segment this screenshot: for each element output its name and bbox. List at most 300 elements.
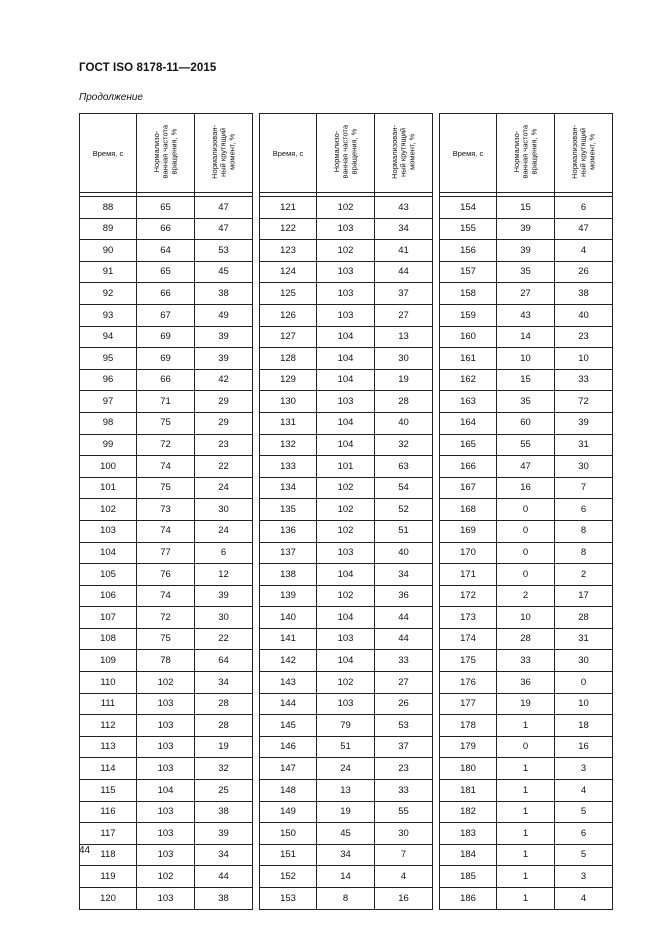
column-header-time xyxy=(440,114,497,193)
time-cell: 167 xyxy=(440,477,497,499)
torque-cell: 43 xyxy=(375,197,433,219)
table-row xyxy=(440,283,613,305)
torque-cell: 25 xyxy=(195,780,253,802)
time-cell: 142 xyxy=(260,650,317,672)
speed-cell: 24 xyxy=(317,758,375,780)
table-row xyxy=(440,304,613,326)
time-cell: 113 xyxy=(80,736,137,758)
speed-cell: 72 xyxy=(137,607,195,629)
speed-cell: 2 xyxy=(497,585,555,607)
time-cell: 135 xyxy=(260,499,317,521)
torque-cell: 40 xyxy=(375,542,433,564)
speed-cell: 16 xyxy=(497,477,555,499)
speed-cell: 10 xyxy=(497,348,555,370)
speed-cell: 104 xyxy=(317,564,375,586)
table-row xyxy=(80,693,253,715)
speed-cell: 102 xyxy=(317,672,375,694)
time-cell: 146 xyxy=(260,736,317,758)
table-row xyxy=(440,218,613,240)
torque-cell: 32 xyxy=(375,434,433,456)
time-cell: 98 xyxy=(80,412,137,434)
torque-cell: 34 xyxy=(195,844,253,866)
torque-cell: 22 xyxy=(195,628,253,650)
speed-cell: 0 xyxy=(497,499,555,521)
torque-cell: 26 xyxy=(555,261,613,283)
torque-cell: 34 xyxy=(375,564,433,586)
table-row xyxy=(260,304,433,326)
column-header-speed xyxy=(137,114,195,193)
torque-cell: 6 xyxy=(195,542,253,564)
time-cell: 129 xyxy=(260,369,317,391)
speed-cell: 66 xyxy=(137,218,195,240)
torque-cell: 34 xyxy=(195,672,253,694)
speed-cell: 35 xyxy=(497,391,555,413)
time-cell: 172 xyxy=(440,585,497,607)
torque-cell: 24 xyxy=(195,477,253,499)
column-header-time-label: Время, с xyxy=(92,148,124,158)
time-cell: 96 xyxy=(80,369,137,391)
time-cell: 107 xyxy=(80,607,137,629)
torque-cell: 42 xyxy=(195,369,253,391)
column-header-time xyxy=(80,114,137,193)
time-cell: 111 xyxy=(80,693,137,715)
torque-cell: 23 xyxy=(375,758,433,780)
table-row xyxy=(80,434,253,456)
torque-cell: 47 xyxy=(195,218,253,240)
torque-cell: 51 xyxy=(375,520,433,542)
torque-cell: 4 xyxy=(555,780,613,802)
torque-cell: 72 xyxy=(555,391,613,413)
speed-cell: 55 xyxy=(497,434,555,456)
table-row xyxy=(260,240,433,262)
speed-cell: 72 xyxy=(137,434,195,456)
table-row xyxy=(260,369,433,391)
time-cell: 117 xyxy=(80,823,137,845)
torque-cell: 44 xyxy=(375,628,433,650)
torque-cell: 26 xyxy=(375,693,433,715)
speed-cell: 103 xyxy=(137,736,195,758)
torque-cell: 7 xyxy=(555,477,613,499)
speed-cell: 1 xyxy=(497,780,555,802)
time-cell: 162 xyxy=(440,369,497,391)
torque-cell: 63 xyxy=(375,456,433,478)
speed-cell: 13 xyxy=(317,780,375,802)
torque-cell: 36 xyxy=(375,585,433,607)
column-header-torque-label: Нормализован- ный крутящий момент, % xyxy=(389,125,416,179)
table-row xyxy=(80,261,253,283)
time-cell: 94 xyxy=(80,326,137,348)
torque-cell: 39 xyxy=(555,412,613,434)
table-row xyxy=(80,520,253,542)
torque-cell: 49 xyxy=(195,304,253,326)
table-row xyxy=(440,801,613,823)
torque-cell: 30 xyxy=(375,348,433,370)
time-cell: 121 xyxy=(260,197,317,219)
speed-cell: 103 xyxy=(137,715,195,737)
torque-cell: 6 xyxy=(555,823,613,845)
torque-cell: 3 xyxy=(555,758,613,780)
table-row xyxy=(440,715,613,737)
speed-cell: 69 xyxy=(137,348,195,370)
speed-cell: 102 xyxy=(317,197,375,219)
speed-cell: 39 xyxy=(497,218,555,240)
table-row xyxy=(80,304,253,326)
table-row xyxy=(440,823,613,845)
speed-cell: 103 xyxy=(317,218,375,240)
table-row xyxy=(80,780,253,802)
torque-cell: 28 xyxy=(195,693,253,715)
time-cell: 174 xyxy=(440,628,497,650)
torque-cell: 8 xyxy=(555,542,613,564)
speed-cell: 103 xyxy=(317,542,375,564)
torque-cell: 12 xyxy=(195,564,253,586)
speed-cell: 1 xyxy=(497,888,555,910)
torque-cell: 3 xyxy=(555,866,613,888)
table-row xyxy=(260,434,433,456)
table-row xyxy=(260,197,433,219)
torque-cell: 30 xyxy=(195,607,253,629)
time-cell: 109 xyxy=(80,650,137,672)
table-row xyxy=(260,412,433,434)
table-row xyxy=(260,758,433,780)
table-row xyxy=(80,736,253,758)
table-row xyxy=(80,283,253,305)
table-row xyxy=(80,672,253,694)
torque-cell: 33 xyxy=(375,650,433,672)
table-row xyxy=(260,780,433,802)
torque-cell: 23 xyxy=(195,434,253,456)
torque-cell: 47 xyxy=(555,218,613,240)
speed-cell: 45 xyxy=(317,823,375,845)
speed-cell: 66 xyxy=(137,369,195,391)
speed-cell: 19 xyxy=(497,693,555,715)
torque-cell: 30 xyxy=(555,650,613,672)
time-cell: 141 xyxy=(260,628,317,650)
speed-cell: 27 xyxy=(497,283,555,305)
column-header-speed xyxy=(317,114,375,193)
time-cell: 88 xyxy=(80,197,137,219)
speed-cell: 74 xyxy=(137,520,195,542)
speed-cell: 15 xyxy=(497,369,555,391)
speed-cell: 102 xyxy=(317,520,375,542)
torque-cell: 5 xyxy=(555,801,613,823)
time-cell: 104 xyxy=(80,542,137,564)
speed-cell: 43 xyxy=(497,304,555,326)
speed-cell: 71 xyxy=(137,391,195,413)
table-row xyxy=(260,499,433,521)
table-row xyxy=(260,844,433,866)
column-header-time-label: Время, с xyxy=(272,148,304,158)
table-row xyxy=(260,736,433,758)
speed-cell: 76 xyxy=(137,564,195,586)
time-cell: 143 xyxy=(260,672,317,694)
time-cell: 125 xyxy=(260,283,317,305)
torque-cell: 23 xyxy=(555,326,613,348)
speed-cell: 102 xyxy=(317,585,375,607)
time-cell: 128 xyxy=(260,348,317,370)
torque-cell: 39 xyxy=(195,585,253,607)
time-cell: 186 xyxy=(440,888,497,910)
table-row xyxy=(440,477,613,499)
table-row xyxy=(440,780,613,802)
torque-cell: 8 xyxy=(555,520,613,542)
table-row xyxy=(80,758,253,780)
table-row xyxy=(440,585,613,607)
time-cell: 99 xyxy=(80,434,137,456)
torque-cell: 19 xyxy=(195,736,253,758)
column-header-speed-label: Нормализо- ванная частота вращения, % xyxy=(331,125,358,179)
speed-cell: 78 xyxy=(137,650,195,672)
time-cell: 126 xyxy=(260,304,317,326)
table-row xyxy=(260,672,433,694)
torque-cell: 33 xyxy=(375,780,433,802)
table-row xyxy=(80,412,253,434)
torque-cell: 16 xyxy=(555,736,613,758)
column-header-torque xyxy=(555,114,613,193)
table-row xyxy=(440,607,613,629)
column-header-torque xyxy=(195,114,253,193)
torque-cell: 54 xyxy=(375,477,433,499)
time-cell: 185 xyxy=(440,866,497,888)
table-row xyxy=(260,888,433,910)
time-cell: 130 xyxy=(260,391,317,413)
time-cell: 101 xyxy=(80,477,137,499)
table-row xyxy=(80,197,253,219)
table-row xyxy=(80,564,253,586)
torque-cell: 18 xyxy=(555,715,613,737)
table-row xyxy=(440,240,613,262)
speed-cell: 1 xyxy=(497,823,555,845)
time-cell: 123 xyxy=(260,240,317,262)
table-row xyxy=(440,391,613,413)
table-row xyxy=(440,693,613,715)
speed-cell: 1 xyxy=(497,801,555,823)
torque-cell: 38 xyxy=(195,801,253,823)
column-header-speed-label: Нормализо- ванная частота вращения, % xyxy=(151,125,178,179)
speed-cell: 104 xyxy=(317,369,375,391)
table-row xyxy=(260,823,433,845)
time-cell: 147 xyxy=(260,758,317,780)
torque-cell: 40 xyxy=(375,412,433,434)
time-cell: 178 xyxy=(440,715,497,737)
torque-cell: 31 xyxy=(555,434,613,456)
table-row xyxy=(80,628,253,650)
time-cell: 179 xyxy=(440,736,497,758)
speed-cell: 103 xyxy=(137,693,195,715)
table-row xyxy=(440,369,613,391)
speed-cell: 104 xyxy=(317,607,375,629)
speed-cell: 104 xyxy=(317,412,375,434)
table-row xyxy=(260,607,433,629)
torque-cell: 7 xyxy=(375,844,433,866)
time-cell: 182 xyxy=(440,801,497,823)
torque-cell: 34 xyxy=(375,218,433,240)
speed-cell: 33 xyxy=(497,650,555,672)
time-cell: 161 xyxy=(440,348,497,370)
time-cell: 92 xyxy=(80,283,137,305)
table-row xyxy=(80,240,253,262)
table-row xyxy=(80,888,253,910)
torque-cell: 53 xyxy=(375,715,433,737)
table-row xyxy=(80,542,253,564)
speed-cell: 64 xyxy=(137,240,195,262)
speed-cell: 14 xyxy=(317,866,375,888)
speed-cell: 75 xyxy=(137,628,195,650)
time-cell: 149 xyxy=(260,801,317,823)
table-row xyxy=(440,456,613,478)
time-cell: 168 xyxy=(440,499,497,521)
time-cell: 180 xyxy=(440,758,497,780)
time-cell: 183 xyxy=(440,823,497,845)
table-row xyxy=(80,844,253,866)
time-cell: 159 xyxy=(440,304,497,326)
torque-cell: 29 xyxy=(195,412,253,434)
table-row xyxy=(80,348,253,370)
torque-cell: 39 xyxy=(195,823,253,845)
table-row xyxy=(440,650,613,672)
time-cell: 116 xyxy=(80,801,137,823)
speed-cell: 67 xyxy=(137,304,195,326)
column-header-speed-label: Нормализо- ванная частота вращения, % xyxy=(511,125,538,179)
table-row xyxy=(80,801,253,823)
time-cell: 151 xyxy=(260,844,317,866)
speed-cell: 75 xyxy=(137,477,195,499)
table-row xyxy=(80,477,253,499)
speed-cell: 104 xyxy=(137,780,195,802)
time-cell: 131 xyxy=(260,412,317,434)
torque-cell: 0 xyxy=(555,672,613,694)
torque-cell: 41 xyxy=(375,240,433,262)
time-cell: 105 xyxy=(80,564,137,586)
time-cell: 145 xyxy=(260,715,317,737)
table-row xyxy=(80,866,253,888)
time-cell: 156 xyxy=(440,240,497,262)
time-cell: 157 xyxy=(440,261,497,283)
torque-cell: 53 xyxy=(195,240,253,262)
torque-cell: 31 xyxy=(555,628,613,650)
speed-cell: 8 xyxy=(317,888,375,910)
table-row xyxy=(440,672,613,694)
table-row xyxy=(440,866,613,888)
time-cell: 97 xyxy=(80,391,137,413)
torque-cell: 24 xyxy=(195,520,253,542)
speed-cell: 103 xyxy=(317,283,375,305)
torque-cell: 16 xyxy=(375,888,433,910)
time-cell: 144 xyxy=(260,693,317,715)
speed-cell: 10 xyxy=(497,607,555,629)
speed-cell: 77 xyxy=(137,542,195,564)
speed-cell: 34 xyxy=(317,844,375,866)
table-row xyxy=(80,218,253,240)
torque-cell: 13 xyxy=(375,326,433,348)
speed-cell: 103 xyxy=(137,801,195,823)
speed-cell: 0 xyxy=(497,736,555,758)
speed-cell: 103 xyxy=(317,693,375,715)
speed-cell: 104 xyxy=(317,650,375,672)
torque-cell: 45 xyxy=(195,261,253,283)
torque-cell: 33 xyxy=(555,369,613,391)
torque-cell: 6 xyxy=(555,197,613,219)
time-cell: 102 xyxy=(80,499,137,521)
table-row xyxy=(260,866,433,888)
speed-cell: 0 xyxy=(497,542,555,564)
time-cell: 184 xyxy=(440,844,497,866)
torque-cell: 27 xyxy=(375,672,433,694)
table-row xyxy=(440,844,613,866)
time-cell: 115 xyxy=(80,780,137,802)
document-title: ГОСТ ISO 8178-11—2015 xyxy=(79,62,217,74)
table-row xyxy=(260,650,433,672)
time-cell: 136 xyxy=(260,520,317,542)
table-row xyxy=(440,412,613,434)
table-row xyxy=(440,499,613,521)
table-row xyxy=(260,801,433,823)
speed-cell: 102 xyxy=(317,499,375,521)
table-row xyxy=(440,348,613,370)
table-row xyxy=(80,650,253,672)
torque-cell: 38 xyxy=(195,888,253,910)
column-header-time-label: Время, с xyxy=(452,148,484,158)
time-cell: 170 xyxy=(440,542,497,564)
table-row xyxy=(260,218,433,240)
speed-cell: 28 xyxy=(497,628,555,650)
table-row xyxy=(440,758,613,780)
speed-cell: 102 xyxy=(137,866,195,888)
table-row xyxy=(260,348,433,370)
table-row xyxy=(80,326,253,348)
time-cell: 152 xyxy=(260,866,317,888)
table-row xyxy=(80,391,253,413)
time-cell: 153 xyxy=(260,888,317,910)
time-cell: 155 xyxy=(440,218,497,240)
column-header-torque xyxy=(375,114,433,193)
torque-cell: 47 xyxy=(195,197,253,219)
time-cell: 148 xyxy=(260,780,317,802)
speed-cell: 102 xyxy=(317,240,375,262)
speed-cell: 103 xyxy=(317,304,375,326)
speed-cell: 73 xyxy=(137,499,195,521)
torque-cell: 22 xyxy=(195,456,253,478)
torque-cell: 2 xyxy=(555,564,613,586)
data-table-block-3 xyxy=(439,113,613,910)
torque-cell: 28 xyxy=(375,391,433,413)
torque-cell: 4 xyxy=(555,888,613,910)
table-row xyxy=(80,823,253,845)
column-header-torque-label: Нормализован- ный крутящий момент, % xyxy=(569,125,596,179)
time-cell: 176 xyxy=(440,672,497,694)
time-cell: 124 xyxy=(260,261,317,283)
data-table-block-1 xyxy=(79,113,253,910)
table-row xyxy=(260,283,433,305)
speed-cell: 36 xyxy=(497,672,555,694)
speed-cell: 103 xyxy=(317,261,375,283)
table-row xyxy=(260,693,433,715)
speed-cell: 65 xyxy=(137,197,195,219)
time-cell: 93 xyxy=(80,304,137,326)
speed-cell: 69 xyxy=(137,326,195,348)
speed-cell: 103 xyxy=(317,628,375,650)
time-cell: 163 xyxy=(440,391,497,413)
time-cell: 137 xyxy=(260,542,317,564)
page-number: 44 xyxy=(79,845,91,856)
time-cell: 89 xyxy=(80,218,137,240)
time-cell: 106 xyxy=(80,585,137,607)
speed-cell: 102 xyxy=(137,672,195,694)
speed-cell: 0 xyxy=(497,564,555,586)
speed-cell: 104 xyxy=(317,434,375,456)
time-cell: 138 xyxy=(260,564,317,586)
speed-cell: 102 xyxy=(317,477,375,499)
